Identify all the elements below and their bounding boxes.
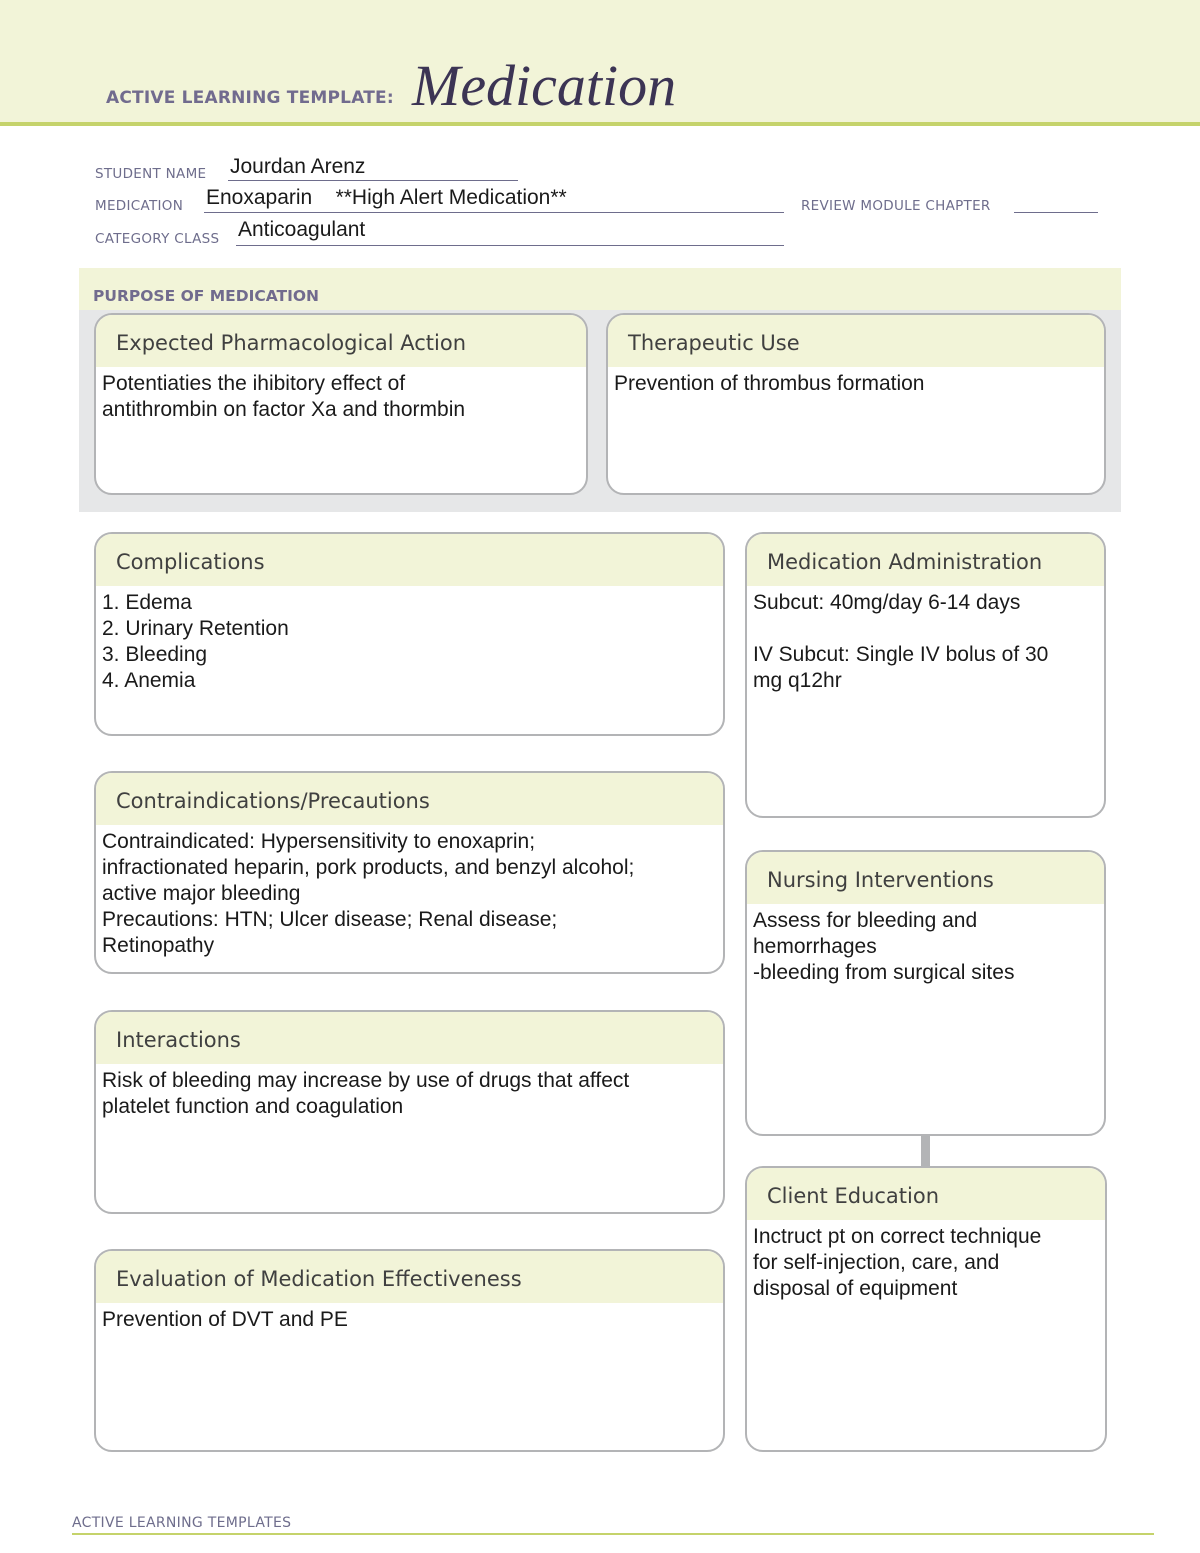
student-name-label: STUDENT NAME	[95, 166, 207, 182]
interactions-box[interactable]	[94, 1010, 725, 1214]
evaluation-title: Evaluation of Medication Effectiveness	[96, 1251, 723, 1303]
category-class-field[interactable]: Anticoagulant	[238, 218, 366, 241]
complications-box[interactable]	[94, 532, 725, 736]
evaluation-box[interactable]	[94, 1249, 725, 1452]
nursing-interventions-title: Nursing Interventions	[747, 852, 1104, 904]
box-connector	[921, 1134, 930, 1166]
purpose-label: PURPOSE OF MEDICATION	[93, 287, 320, 305]
interactions-title: Interactions	[96, 1012, 723, 1064]
medication-line	[204, 212, 784, 213]
student-name-field[interactable]: Jourdan Arenz	[230, 155, 366, 178]
evaluation-text[interactable]: Prevention of DVT and PE	[102, 1308, 348, 1331]
review-module-label: REVIEW MODULE CHAPTER	[801, 198, 991, 214]
expected-action-box[interactable]	[94, 313, 588, 495]
page-title: Medication	[412, 53, 677, 118]
therapeutic-use-text[interactable]: Prevention of thrombus formation	[614, 372, 925, 395]
medication-label: MEDICATION	[95, 198, 184, 214]
contraindications-title: Contraindications/Precautions	[96, 773, 723, 825]
contraindications-box[interactable]	[94, 771, 725, 974]
interactions-text[interactable]: Risk of bleeding may increase by use of drugs that affect platelet function and coagulation	[102, 1069, 630, 1118]
student-name-line	[228, 180, 518, 181]
complications-text[interactable]: 1. Edema 2. Urinary Retention 3. Bleeding 4. Anemia	[102, 591, 289, 692]
contraindications-text[interactable]: Contraindicated: Hypersensitivity to enoxaprin; infractionated heparin, pork products, and benzyl alcohol; active major bleeding Precautions: HTN; Ulcer disease; Renal disease; Retinopathy	[102, 830, 635, 957]
footer-rule	[72, 1533, 1154, 1535]
medication-administration-box[interactable]	[745, 532, 1106, 818]
nursing-interventions-box[interactable]	[745, 850, 1106, 1136]
client-education-box[interactable]	[745, 1166, 1107, 1452]
client-education-text[interactable]: Inctruct pt on correct technique for self-injection, care, and disposal of equipment	[753, 1225, 1042, 1300]
footer-label: ACTIVE LEARNING TEMPLATES	[72, 1515, 292, 1531]
category-class-label: CATEGORY CLASS	[95, 231, 220, 247]
expected-action-text[interactable]: Potentiaties the ihibitory effect of antithrombin on factor Xa and thormbin	[102, 372, 466, 421]
category-class-line	[236, 245, 784, 246]
nursing-interventions-text[interactable]: Assess for bleeding and hemorrhages -bleeding from surgical sites	[753, 909, 1015, 984]
medication-field[interactable]: Enoxaparin **High Alert Medication**	[206, 186, 567, 209]
medication-administration-title: Medication Administration	[747, 534, 1104, 586]
header-label: ACTIVE LEARNING TEMPLATE:	[106, 88, 394, 108]
review-module-line	[1014, 212, 1098, 213]
expected-action-title: Expected Pharmacological Action	[96, 315, 586, 367]
therapeutic-use-title: Therapeutic Use	[608, 315, 1104, 367]
client-education-title: Client Education	[747, 1168, 1105, 1220]
header-rule	[0, 122, 1200, 126]
medication-administration-text[interactable]: Subcut: 40mg/day 6-14 days IV Subcut: Single IV bolus of 30 mg q12hr	[753, 591, 1049, 692]
complications-title: Complications	[96, 534, 723, 586]
therapeutic-use-box[interactable]	[606, 313, 1106, 495]
